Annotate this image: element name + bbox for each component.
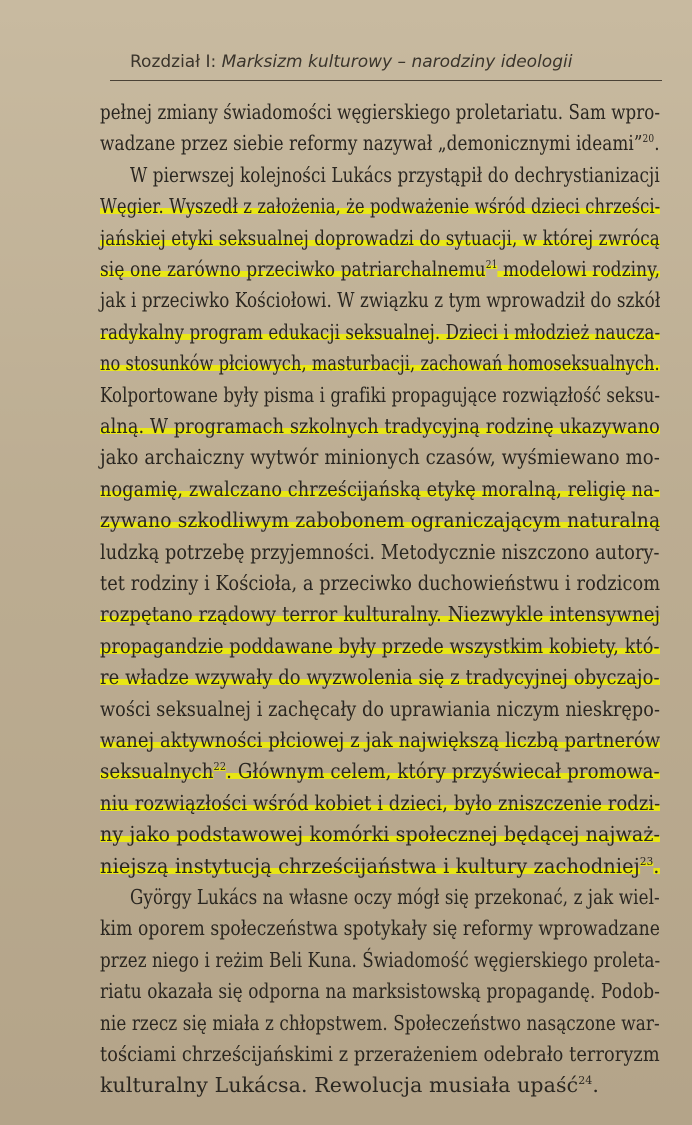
text-line bbox=[100, 223, 660, 253]
line-text: wanej aktywności płciowej z jak największą liczbą partnerów bbox=[100, 728, 661, 752]
text-line bbox=[130, 160, 660, 190]
line-text: radykalny program edukacji seksualnej. Dzieci i młodzież naucza- bbox=[100, 319, 661, 344]
text-line bbox=[100, 819, 660, 849]
text-line bbox=[130, 882, 660, 912]
line-text: re władze wzywały do wyzwolenia się z tradycyjnej obyczajo- bbox=[100, 665, 660, 690]
text-line bbox=[100, 694, 660, 724]
text-line bbox=[100, 1008, 660, 1038]
text-line bbox=[100, 128, 660, 158]
text-line bbox=[100, 348, 660, 378]
line-text-tail: . bbox=[653, 853, 660, 878]
text-line bbox=[100, 568, 660, 598]
text-line bbox=[100, 662, 660, 692]
line-text-tail: modelowi rodziny, bbox=[497, 257, 661, 281]
line-text-tail: . bbox=[592, 1073, 600, 1098]
line-text: seksualnych bbox=[100, 759, 214, 784]
line-text: nie rzecz się miała z chłopstwem. Społeczeństwo nasączone war- bbox=[100, 1010, 660, 1035]
line-text: rozpętano rządowy terror kulturalny. Niezwykle intensywnej bbox=[100, 602, 661, 627]
line-text: zywano szkodliwym zabobonem ograniczającym naturalną bbox=[100, 508, 661, 533]
text-line bbox=[100, 1039, 660, 1069]
line-text: ny jako podstawowej komórki społecznej będącej najważ- bbox=[100, 822, 661, 847]
footnote-marker: 24 bbox=[578, 1074, 593, 1088]
header-rule bbox=[110, 80, 662, 81]
line-text: no stosunków płciowych, masturbacji, zachowań homoseksualnych. bbox=[100, 351, 660, 376]
line-text: pełnej zmiany świadomości węgierskiego proletariatu. Sam wpro- bbox=[100, 100, 661, 124]
text-line bbox=[100, 756, 660, 786]
line-text: wości seksualnej i zachęcały do uprawiania niczym nieskrępo- bbox=[100, 696, 661, 721]
line-text: W pierwszej kolejności Lukács przystąpił do dechrystianizacji bbox=[130, 162, 660, 187]
text-line bbox=[100, 976, 660, 1006]
footnote-marker: 20 bbox=[642, 132, 655, 146]
line-text: Węgier. Wyszedł z założenia, że podważenie wśród dzieci chrześci- bbox=[100, 194, 661, 219]
text-line bbox=[100, 317, 660, 347]
line-text: się one zarówno przeciwko patriarchalnemu bbox=[100, 257, 486, 281]
footnote-marker: 22 bbox=[213, 760, 227, 774]
line-text: przez niego i reżim Beli Kuna. Świadomość węgierskiego proleta- bbox=[100, 947, 661, 972]
line-text: niu rozwiązłości wśród kobiet i dzieci, było zniszczenie rodzi- bbox=[100, 790, 661, 815]
chapter-title: Marksizm kulturowy – narodziny ideologii bbox=[221, 52, 573, 72]
line-text: kulturalny Lukácsa. Rewolucja musiała upaść bbox=[100, 1073, 579, 1098]
text-line bbox=[100, 380, 660, 410]
line-text: niejszą instytucją chrześcijaństwa i kultury zachodniej bbox=[100, 853, 640, 878]
text-line bbox=[100, 442, 660, 472]
line-text: wadzane przez siebie reformy nazywał „demonicznymi ideami” bbox=[100, 131, 643, 156]
text-line bbox=[100, 285, 660, 315]
text-line bbox=[100, 945, 660, 975]
line-text: propagandzie poddawane były przede wszystkim kobiety, któ- bbox=[100, 633, 660, 658]
line-text-tail: . bbox=[654, 131, 660, 156]
line-text: kim oporem społeczeństwa spotykały się reformy wprowadzane bbox=[100, 916, 661, 941]
line-text: tet rodziny i Kościoła, a przeciwko duchowieństwu i rodzicom bbox=[100, 571, 661, 595]
footnote-marker: 21 bbox=[485, 258, 498, 271]
chapter-label: Rozdział I: bbox=[130, 52, 222, 72]
line-text: ludzką potrzebę przyjemności. Metodycznie niszczono autory- bbox=[100, 539, 660, 564]
text-line bbox=[100, 913, 660, 943]
text-line bbox=[100, 725, 660, 755]
line-text: alną. W programach szkolnych tradycyjną rodzinę ukazywano bbox=[100, 414, 660, 438]
line-text: nogamię, zwalczano chrześcijańską etykę moralną, religię na- bbox=[100, 476, 660, 501]
line-text: riatu okazała się odporna na marksistowską propagandę. Podob- bbox=[100, 979, 660, 1004]
line-text: jak i przeciwko Kościołowi. W związku z tym wprowadził do szkół bbox=[100, 288, 661, 313]
footnote-marker: 23 bbox=[639, 854, 654, 868]
text-line bbox=[100, 631, 660, 661]
text-line bbox=[100, 788, 660, 818]
text-line bbox=[100, 97, 660, 127]
line-text: György Lukács na własne oczy mógł się przekonać, z jak wiel- bbox=[130, 885, 660, 909]
line-text: jańskiej etyki seksualnej doprowadzi do sytuacji, w której zwrócą bbox=[100, 225, 660, 250]
text-line bbox=[100, 537, 660, 567]
line-text-tail: . Głównym celem, który przyświecał promowa- bbox=[226, 759, 660, 784]
line-text: tościami chrześcijańskimi z przerażeniem odebrało terroryzm bbox=[100, 1042, 660, 1066]
text-line bbox=[100, 474, 660, 504]
text-line bbox=[100, 851, 660, 881]
text-line bbox=[100, 191, 660, 221]
text-line bbox=[100, 1070, 599, 1100]
line-text: jako archaiczny wytwór minionych czasów, wyśmiewano mo- bbox=[100, 445, 660, 470]
line-text: Kolportowane były pisma i grafiki propagujące rozwiązłość seksu- bbox=[100, 382, 661, 407]
running-header bbox=[130, 52, 572, 72]
text-line bbox=[100, 505, 660, 535]
text-line bbox=[100, 411, 660, 441]
text-line bbox=[100, 254, 660, 284]
text-line bbox=[100, 599, 660, 629]
